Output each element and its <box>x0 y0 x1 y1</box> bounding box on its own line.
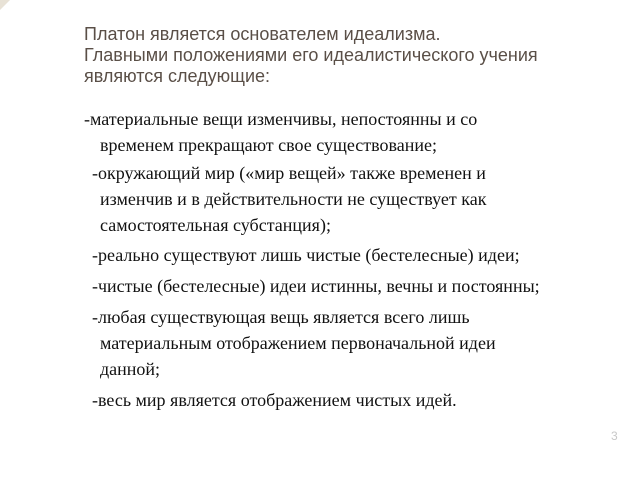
title-line: Платон является основателем идеализма. <box>84 24 441 44</box>
list-item <box>84 242 632 268</box>
title-line: Главными положениями его идеалистического учения <box>84 45 538 65</box>
list-item-line: -окружающий мир («мир вещей» также временен и <box>92 163 486 183</box>
corner-decoration <box>0 0 10 10</box>
list-item <box>84 106 632 158</box>
list-item-line: -любая существующая вещь является всего лишь <box>92 307 470 327</box>
list-item <box>84 304 632 382</box>
list-item-line: -весь мир является отображением чистых идей. <box>92 390 457 410</box>
list-item <box>84 160 632 238</box>
list-item-line: самостоятельная субстанция); <box>100 215 331 235</box>
list-item-line: материальным отображением первоначальной идеи <box>100 333 496 353</box>
slide-title <box>84 24 629 87</box>
list-item-line: данной; <box>100 359 161 379</box>
body-list <box>84 106 632 413</box>
list-item-line: -реально существуют лишь чистые (бестелесные) идеи; <box>92 245 520 265</box>
list-item-line: временем прекращают свое существование; <box>100 135 438 155</box>
list-item-line: -материальные вещи изменчивы, непостоянны и со <box>84 109 478 129</box>
list-item-line: -чистые (бестелесные) идеи истинны, вечны и постоянны; <box>92 276 540 296</box>
list-item <box>84 273 632 299</box>
list-item-line: изменчив и в действительности не существует как <box>100 189 487 209</box>
page-number: 3 <box>611 429 618 443</box>
title-line: являются следующие: <box>84 66 271 86</box>
list-item <box>84 387 632 413</box>
